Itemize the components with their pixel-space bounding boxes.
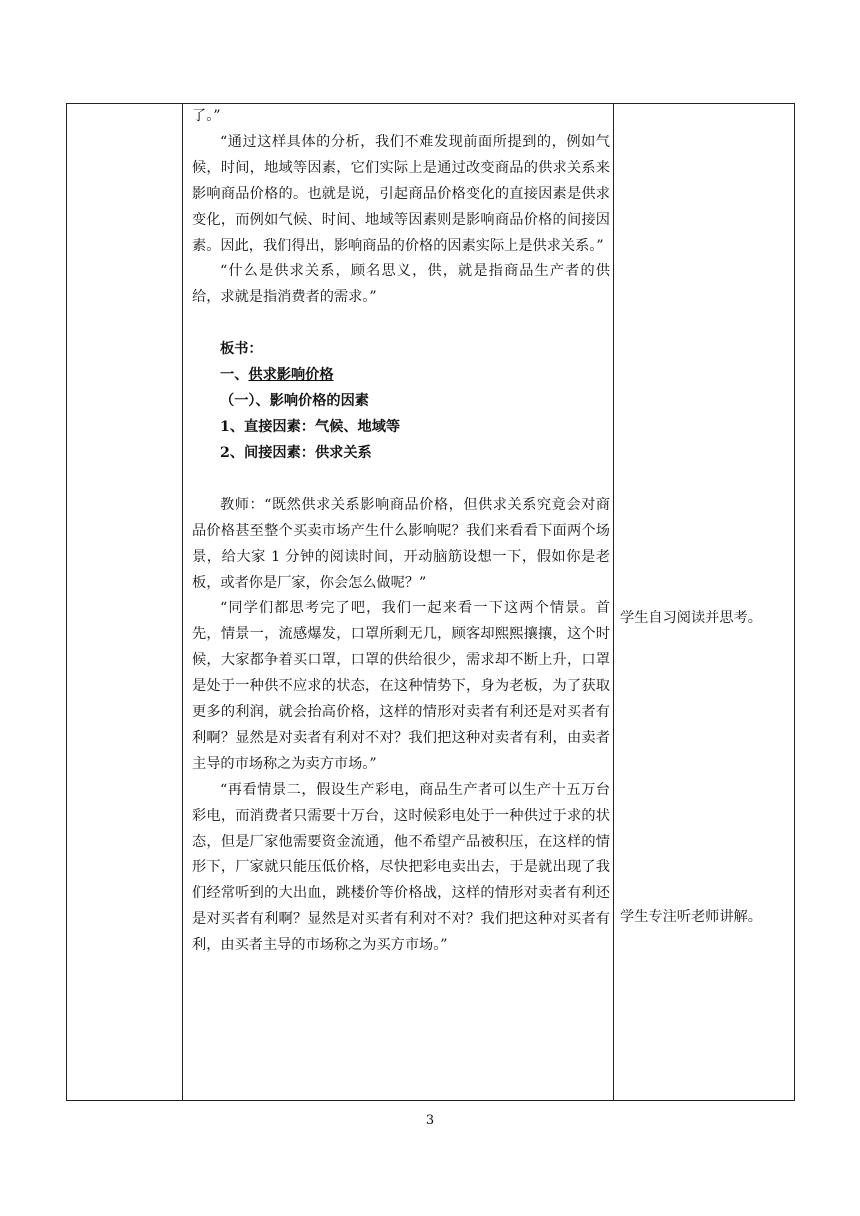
board-heading: 板书：: [220, 341, 263, 358]
column-divider-left: [182, 104, 183, 1100]
board-line-2: （一）、影响价格的因素: [220, 393, 369, 410]
board-line-4: 2、间接因素：供求关系: [220, 444, 372, 461]
paragraph-definition: “什么是供求关系，顾名思义，供，就是指商品生产者的供给，求就是指消费者的需求。”: [192, 263, 610, 306]
student-note-listening: 学生专注听老师讲解。: [620, 909, 762, 925]
student-note-reading: 学生自习阅读并思考。: [620, 610, 762, 626]
lesson-table: [66, 103, 795, 1101]
spacer: [192, 311, 610, 337]
teaching-process-cell: [192, 104, 610, 959]
board-line-1-prefix: 一、: [220, 367, 249, 384]
page-number: 3: [425, 1113, 435, 1128]
spacer: [192, 467, 610, 493]
board-line-1-title: 供求影响价格: [248, 367, 334, 384]
paragraph-continuation: 了。”: [192, 108, 221, 124]
blackboard-notes: [192, 337, 610, 467]
paragraph-teacher-question: 教师：“既然供求关系影响商品价格，但供求关系究竟会对商品价格甚至整个买卖市场产生什么影响呢？我们来看看下面两个场景，给大家 1 分钟的阅读时间，开动脑筋设想一下，假如你是老板，或者你是厂家，你会怎么做呢？”: [192, 496, 610, 591]
paragraph-scenario-one: “同学们都思考完了吧，我们一起来看一下这两个情景。首先，情景一，流感爆发，口罩所剩无几，顾客却熙熙攘攘，这个时候，大家都争着买口罩，口罩的供给很少，需求却不断上升，口罩是处于一种供不应求的状态，在这种情势下，身为老板，为了获取更多的利润，就会抬高价格，这样的情形对卖者有利还是对买者有利啊？显然是对卖者有利对不对？我们把这种对卖者有利，由卖者主导的市场称之为卖方市场。”: [192, 600, 610, 772]
paragraph-analysis: “通过这样具体的分析，我们不难发现前面所提到的，例如气候，时间，地域等因素，它们实际上是通过改变商品的供求关系来影响商品价格的。也就是说，引起商品价格变化的直接因素是供求变化，而例如气候、时间、地域等因素则是影响商品价格的间接因素。因此，我们得出，影响商品的价格的因素实际上是供求关系。”: [192, 133, 610, 254]
board-line-1: [192, 363, 610, 389]
board-line-3: 1、直接因素：气候、地域等: [220, 418, 401, 435]
column-divider-right: [613, 104, 614, 1100]
paragraph-scenario-two: “再看情景二，假设生产彩电，商品生产者可以生产十五万台彩电，而消费者只需要十万台，这时候彩电处于一种供过于求的状态，但是厂家他需要资金流通，他不希望产品被积压，在这样的情形下，厂家就只能压低价格，尽快把彩电卖出去，于是就出现了我们经常听到的大出血，跳楼价等价格战，这样的情形对卖者有利还是对买者有利啊？显然是对买者有利对不对？我们把这种对买者有利，由买者主导的市场称之为买方市场。”: [192, 781, 610, 954]
